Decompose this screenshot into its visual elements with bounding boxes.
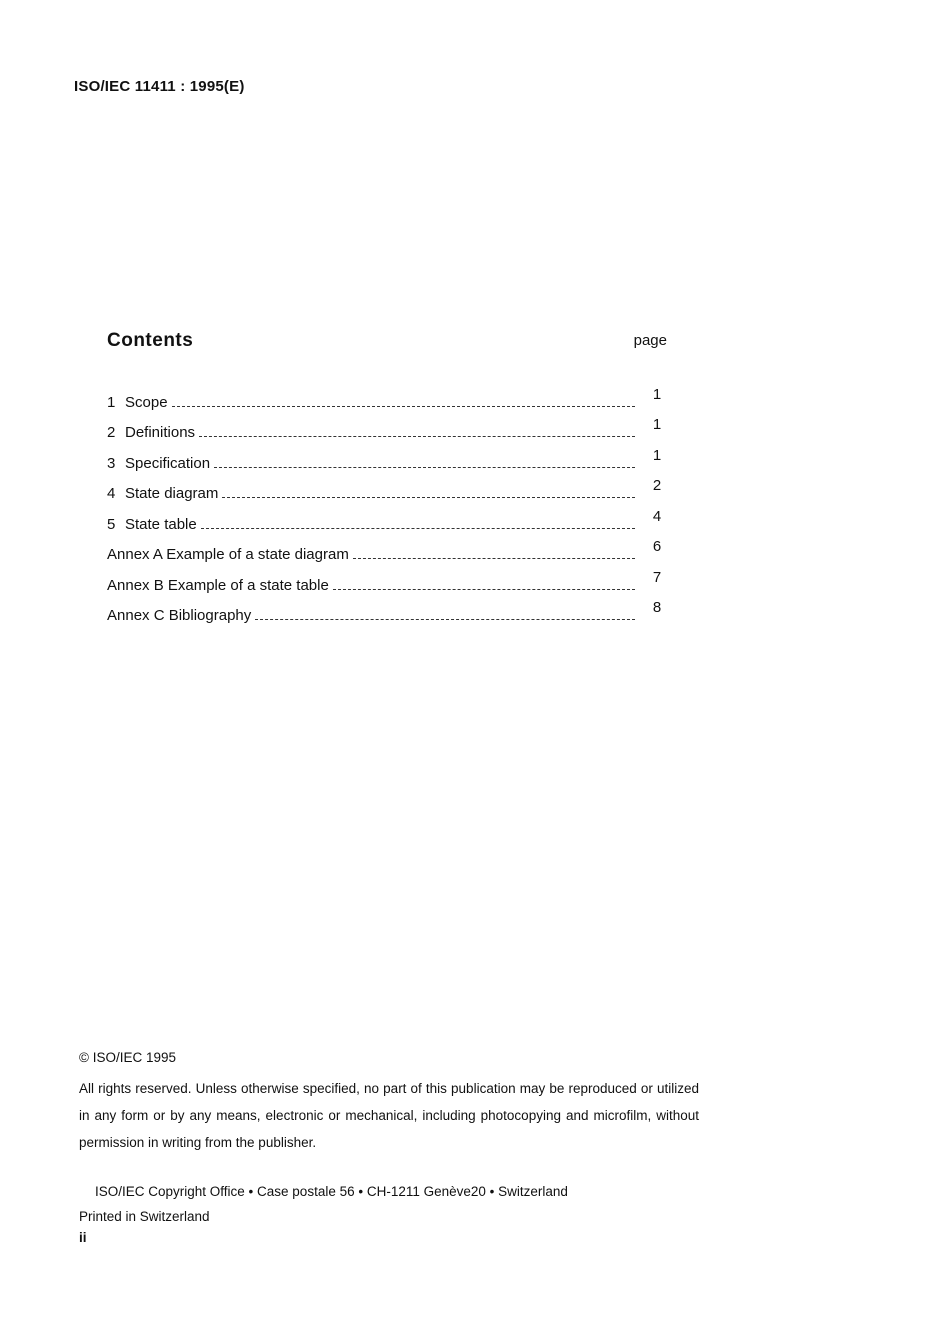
toc-entry-title: State table bbox=[125, 515, 197, 533]
toc-entry[interactable] bbox=[107, 472, 669, 503]
toc-entry-number: 2 bbox=[107, 424, 116, 441]
toc-entry-page: 1 bbox=[652, 446, 662, 464]
toc-entry-page: 1 bbox=[652, 416, 662, 433]
toc-entry[interactable] bbox=[107, 380, 669, 411]
toc-dot-leader bbox=[172, 405, 635, 407]
toc-entry-title: Specification bbox=[125, 454, 211, 472]
toc-entry-title: Annex B Example of a state table bbox=[107, 576, 329, 594]
toc-entry-number: 5 bbox=[107, 515, 116, 533]
toc-entry[interactable] bbox=[107, 533, 669, 564]
toc-dot-leader bbox=[222, 496, 635, 498]
page-number: ii bbox=[79, 1230, 87, 1245]
toc-entry[interactable] bbox=[107, 411, 669, 442]
toc-entry-label bbox=[107, 577, 329, 594]
toc-list bbox=[107, 380, 669, 624]
toc-entry[interactable] bbox=[107, 563, 669, 594]
toc-entry-page: 2 bbox=[652, 477, 662, 494]
toc-entry[interactable] bbox=[107, 594, 669, 625]
toc-entry-label bbox=[107, 485, 218, 502]
toc-dot-leader bbox=[199, 435, 635, 437]
toc-entry-page: 6 bbox=[652, 538, 662, 555]
toc-entry-page: 7 bbox=[652, 568, 662, 586]
footer bbox=[79, 1050, 719, 1245]
toc-entry-title: Annex A Example of a state diagram bbox=[107, 546, 349, 563]
toc-entry-number: 3 bbox=[107, 454, 116, 472]
toc-entry-label bbox=[107, 455, 210, 472]
toc-dot-leader bbox=[255, 618, 635, 620]
toc-dot-leader bbox=[214, 466, 635, 468]
toc-dot-leader bbox=[333, 588, 635, 590]
table-of-contents bbox=[107, 330, 669, 624]
toc-entry-title: Scope bbox=[125, 393, 168, 411]
toc-entry-number: 4 bbox=[107, 485, 116, 502]
copyright-notice: © ISO/IEC 1995 bbox=[79, 1050, 176, 1065]
toc-entry-label bbox=[107, 424, 195, 441]
toc-entry-label bbox=[107, 516, 197, 533]
document-identifier: ISO/IEC 11411 : 1995(E) bbox=[74, 78, 245, 95]
toc-entry[interactable] bbox=[107, 441, 669, 472]
toc-entry-page: 4 bbox=[652, 507, 662, 525]
printed-in: Printed in Switzerland bbox=[79, 1209, 210, 1224]
toc-entry-label bbox=[107, 546, 349, 563]
copyright-office-address: ISO/IEC Copyright Office • Case postale 56 • CH-1211 Genève20 • Switzerland bbox=[95, 1184, 568, 1199]
toc-entry-title: Definitions bbox=[125, 424, 196, 441]
toc-entry-title: Annex C Bibliography bbox=[107, 607, 252, 624]
toc-entry-label bbox=[107, 607, 251, 624]
rights-statement: All rights reserved. Unless otherwise specified, no part of this publication may be reproduced or utilized in any form or by any means, electronic or mechanical, including photocopying and microfilm, without permission in writing from the publisher. bbox=[79, 1081, 699, 1150]
toc-dot-leader bbox=[201, 527, 635, 529]
toc-dot-leader bbox=[353, 557, 635, 559]
toc-entry-page: 8 bbox=[652, 599, 662, 616]
toc-entry[interactable] bbox=[107, 502, 669, 533]
toc-entry-label bbox=[107, 394, 168, 411]
toc-entry-page: 1 bbox=[652, 385, 662, 403]
toc-header bbox=[107, 330, 669, 370]
toc-entry-number: 1 bbox=[107, 393, 116, 411]
toc-title: Contents bbox=[107, 330, 194, 351]
toc-page-column-label: page bbox=[633, 332, 667, 349]
toc-entry-title: State diagram bbox=[125, 485, 219, 502]
